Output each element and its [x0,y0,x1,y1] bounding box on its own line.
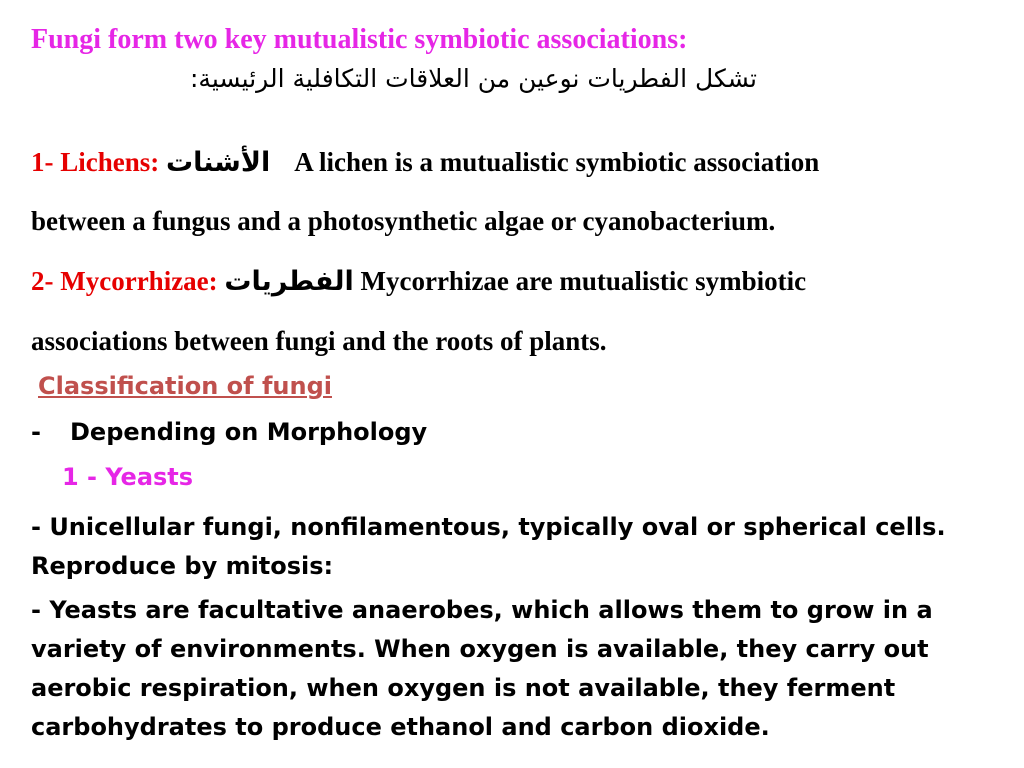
yeasts-heading: 1 - Yeasts [62,463,194,491]
mycorrhizae-text-b: associations between fungi and the roots of plants. [31,326,607,356]
mycorrhizae-label: 2- Mycorrhizae: [31,266,225,296]
slide-title: Fungi form two key mutualistic symbiotic associations: [31,24,688,55]
mycorrhizae-line [31,266,806,297]
slide-title-arabic: تشكل الفطريات نوعين من العلاقات التكافلية الرئيسية: [190,64,757,93]
lichens-label: 1- Lichens: [31,147,166,177]
mycorrhizae-label-arabic: الفطريات [224,266,354,297]
lichens-text-b: between a fungus and a photosynthetic algae or cyanobacterium. [31,206,776,236]
yeasts-paragraph-1: - Unicellular fungi, nonfilamentous, typically oval or spherical cells. Reproduce by mitosis: [31,513,946,580]
classification-heading: Classification of fungi [38,372,332,400]
morphology-item: Depending on Morphology [70,418,428,446]
lichens-line [31,147,819,178]
lichens-text-a: A lichen is a mutualistic symbiotic association [294,147,820,177]
bullet-dash: - [31,418,41,446]
lichens-label-arabic: الأشنات [166,147,271,178]
mycorrhizae-text-a: Mycorrhizae are mutualistic symbiotic [353,266,807,296]
yeasts-paragraph-2: - Yeasts are facultative anaerobes, which allows them to grow in a variety of environments. When oxygen is available, they carry out aerobic respiration, when oxygen is not available, they ferment carbohydrates to produce ethanol and carbon dioxide. [31,596,933,741]
